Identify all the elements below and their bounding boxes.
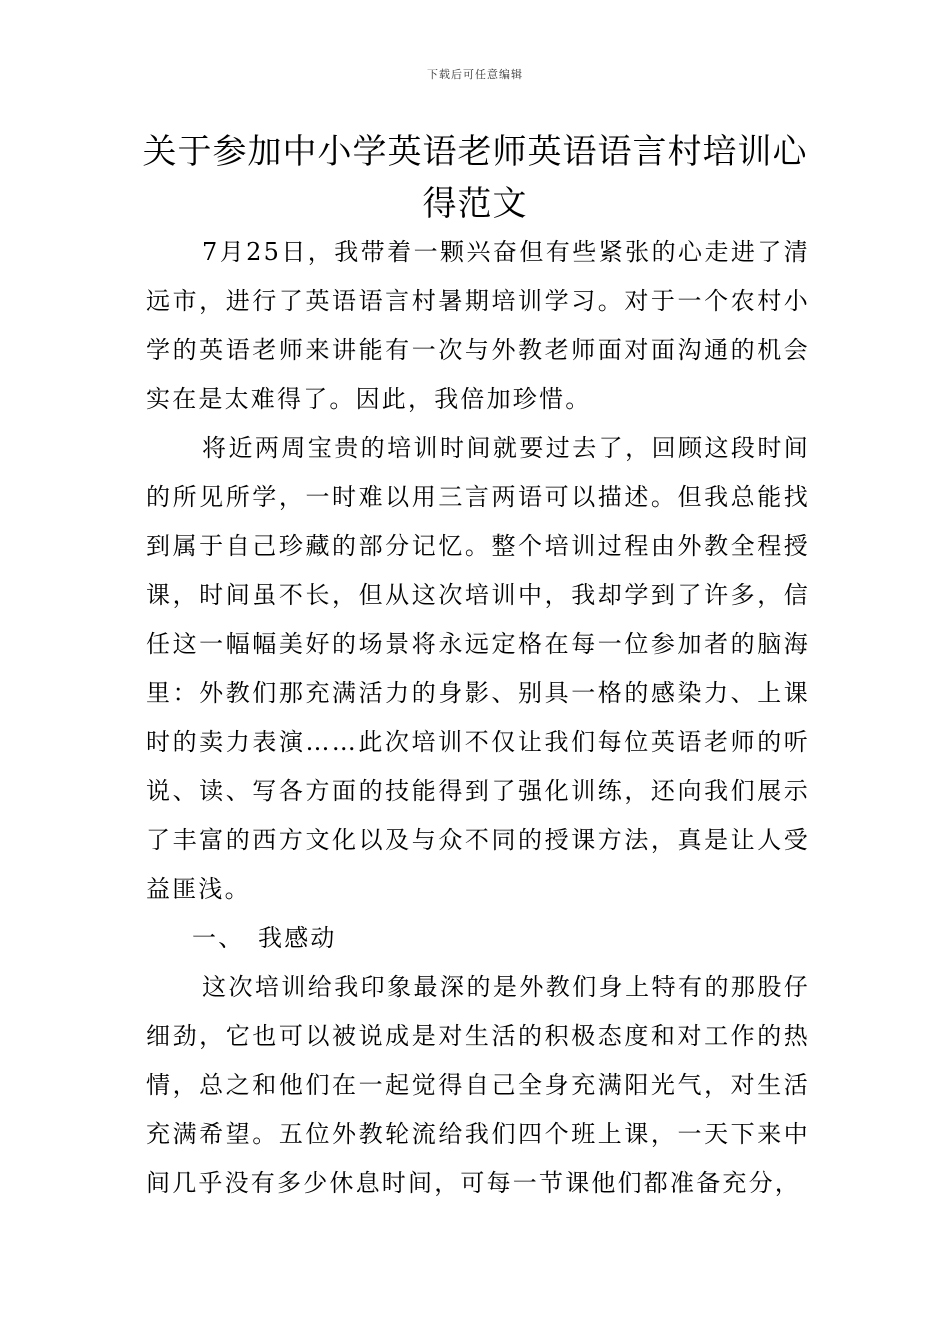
section-number: 一、 <box>192 924 245 952</box>
section-title: 我感动 <box>258 924 337 952</box>
paragraph-2: 将近两周宝贵的培训时间就要过去了，回顾这段时间的所见所学，一时难以用三言两语可以描述。但我总能找到属于自己珍藏的部分记忆。整个培训过程由外教全程授课，时间虽不长，但从这次培训中，我却学到了许多，信任这一幅幅美好的场景将永远定格在每一位参加者的脑海里：外教们那充满活力的身影、别具一格的感染力、上课时的卖力表演……此次培训不仅让我们每位英语老师的听说、读、写各方面的技能得到了强化训练，还向我们展示了丰富的西方文化以及与众不同的授课方法，真是让人受益匪浅。 <box>146 434 810 903</box>
document-title: 关于参加中小学英语老师英语语言村培训心得范文 <box>142 132 808 224</box>
document-body <box>146 228 810 1208</box>
paragraph-3: 这次培训给我印象最深的是外教们身上特有的那股仔细劲，它也可以被说成是对生活的积极态度和对工作的热情，总之和他们在一起觉得自己全身充满阳光气，对生活充满希望。五位外教轮流给我们四个班上课，一天下来中间几乎没有多少休息时间，可每一节课他们都准备充分， <box>146 973 810 1197</box>
paragraph-1: 7月25日，我带着一颗兴奋但有些紧张的心走进了清远市，进行了英语语言村暑期培训学习。对于一个农村小学的英语老师来讲能有一次与外教老师面对面沟通的机会实在是太难得了。因此，我倍加珍惜。 <box>146 238 810 413</box>
section-heading <box>146 914 810 963</box>
page-header: 下载后可任意编辑 <box>427 68 523 81</box>
